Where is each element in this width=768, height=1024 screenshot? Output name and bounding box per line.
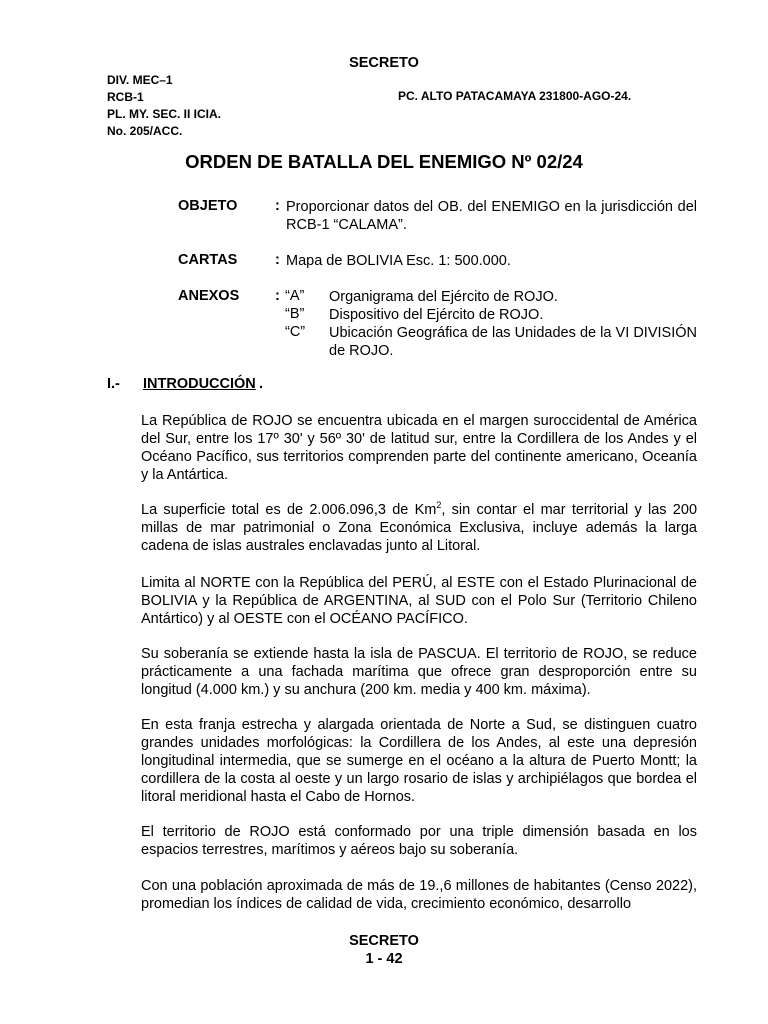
anexos-colon: :	[275, 288, 280, 304]
paragraph-7: Con una población aproximada de más de 19.,6 millones de habitantes (Censo 2022), promedian los índices de calidad de vida, crecimiento económico, desarrollo	[141, 878, 697, 912]
unit-identifiers	[107, 72, 221, 140]
paragraph-4: Su soberanía se extiende hasta la isla de PASCUA. El territorio de ROJO, se reduce prácticamente a una fachada marítima que ofrece gran desproporción entre su longitud (4.000 km.) y su anchura (200 km. media y 400 km. máxima).	[141, 646, 697, 698]
unit-line-2: RCB-1	[107, 90, 144, 104]
paragraph-2-start: La superficie total es de 2.006.096,3 de Km	[141, 502, 437, 518]
paragraph-2-end: , sin contar el mar territorial y las 200 millas de mar patrimonial o Zona Económica Exclusiva, incluye además la larga cadena de islas australes enclavadas junto al Litoral.	[141, 502, 698, 554]
section-number: I.-	[107, 376, 120, 392]
location-date: PC. ALTO PATACAMAYA 231800-AGO-24.	[398, 89, 632, 103]
cartas-value: Mapa de BOLIVIA Esc. 1: 500.000.	[286, 253, 511, 269]
cartas-label: CARTAS	[178, 252, 238, 268]
paragraph-3: Limita al NORTE con la República del PERÚ, al ESTE con el Estado Plurinacional de BOLIVIA y la República de ARGENTINA, al SUD con el Polo Sur (Territorio Chileno Antártico) y al OESTE con el OCÉANO PACÍFICO.	[141, 575, 697, 627]
annex-b-text: Dispositivo del Ejército de ROJO.	[329, 307, 544, 323]
annex-b-key: “B”	[285, 306, 305, 322]
objeto-label: OBJETO	[178, 198, 238, 214]
classification-top: SECRETO	[349, 55, 419, 71]
annex-a-key: “A”	[285, 288, 305, 304]
section-title	[143, 376, 256, 392]
objeto-value: Proporcionar datos del OB. del ENEMIGO en la jurisdicción del RCB-1 “CALAMA”.	[286, 199, 697, 233]
classification-bottom: SECRETO	[349, 933, 419, 949]
unit-line-1: DIV. MEC–1	[107, 73, 173, 87]
paragraph-6: El territorio de ROJO está conformado por una triple dimensión basada en los espacios terrestres, marítimos y aéreos bajo su soberanía.	[141, 824, 697, 858]
cartas-colon: :	[275, 252, 280, 268]
objeto-colon: :	[275, 198, 280, 214]
section-title-suffix: .	[259, 376, 264, 392]
paragraph-2-superscript: 2	[436, 500, 442, 511]
paragraph-5: En esta franja estrecha y alargada orientada de Norte a Sud, se distinguen cuatro grandes unidades morfológicas: la Cordillera de los Andes, al este una depresión longitudinal intermedia, que se sumerge en el océano a la altura de Puerto Montt; la cordillera de la costa al oeste y un largo rosario de islas y archipiélagos que bordea el litoral meridional hasta el Cabo de Hornos.	[141, 717, 697, 805]
annex-c-key: “C”	[285, 324, 306, 340]
anexos-label: ANEXOS	[178, 288, 240, 304]
paragraph-1: La República de ROJO se encuentra ubicada en el margen suroccidental de América del Sur, entre los 17º 30' y 56º 30' de latitud sur, entre la Cordillera de los Andes y el Océano Pacífico, sus territorios comprenden parte del continente americano, Oceanía y la Antártica.	[141, 413, 697, 483]
annex-c-text: Ubicación Geográfica de las Unidades de la VI DIVISIÓN de ROJO.	[329, 325, 697, 359]
section-title-text: INTRODUCCIÓN	[143, 376, 256, 392]
unit-line-3: PL. MY. SEC. II ICIA.	[107, 107, 222, 121]
page-number: 1 - 42	[365, 951, 403, 967]
annex-a-text: Organigrama del Ejército de ROJO.	[329, 289, 558, 305]
document-title: ORDEN DE BATALLA DEL ENEMIGO Nº 02/24	[185, 151, 583, 172]
paragraph-2	[141, 501, 697, 555]
unit-line-4: No. 205/ACC.	[107, 124, 183, 138]
